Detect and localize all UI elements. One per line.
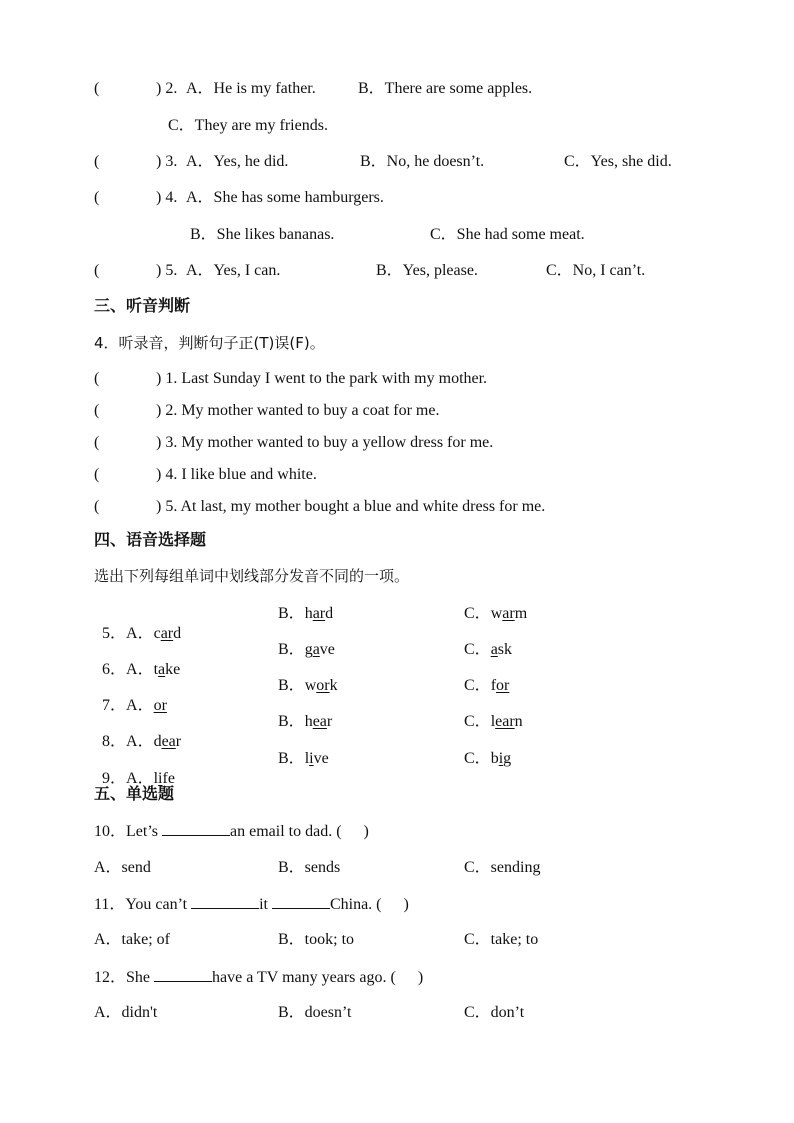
q4-option-a: A．She has some hamburgers. xyxy=(186,189,384,206)
q11-option-c: C．take; to xyxy=(464,931,539,948)
phonics-num: 6． xyxy=(102,661,127,678)
tf-item-1-paren: ( xyxy=(94,370,100,387)
section4-instruction: 选出下列每组单词中划线部分发音不同的一项。 xyxy=(94,567,410,585)
q10-option-a: A．send xyxy=(94,859,151,876)
phonics-num: 5． xyxy=(102,625,127,642)
section3-instruction: 4．听录音，判断句子正(T)误(F)。 xyxy=(94,334,325,352)
q3-number: ) 3. xyxy=(156,153,178,170)
phonics-row-9 xyxy=(94,749,175,789)
tf-item-2-paren: ( xyxy=(94,402,100,419)
phonics-row-6 xyxy=(94,640,180,680)
q11-option-a: A．take; of xyxy=(94,931,170,948)
q3-option-a: A．Yes, he did. xyxy=(186,153,289,170)
q4-option-b: B．She likes bananas. xyxy=(190,226,335,243)
q10-option-c: C．sending xyxy=(464,859,541,876)
q3-paren-open: ( xyxy=(94,153,100,170)
q11-stem: 11．You can’t it China. ( ) xyxy=(94,896,409,913)
tf-item-4-paren: ( xyxy=(94,466,100,483)
phonics-option-b: B．work xyxy=(278,677,338,694)
phonics-option-a: A．life xyxy=(126,770,175,787)
phonics-num: 9． xyxy=(102,770,127,787)
phonics-option-a: A．card xyxy=(126,625,182,642)
q5-number: ) 5. xyxy=(156,262,178,279)
q12-option-a: A．didn't xyxy=(94,1004,158,1021)
phonics-option-c: C．warm xyxy=(464,605,528,622)
q12-option-c: C．don’t xyxy=(464,1004,525,1021)
phonics-option-c: C．ask xyxy=(464,641,513,658)
phonics-option-b: B．hear xyxy=(278,713,333,730)
tf-item-3-paren: ( xyxy=(94,434,100,451)
tf-item-3-text: ) 3. My mother wanted to buy a yellow dress for me. xyxy=(156,434,494,451)
phonics-option-c: C．learn xyxy=(464,713,523,730)
q4-option-c: C．She had some meat. xyxy=(430,226,585,243)
tf-item-5-paren: ( xyxy=(94,498,100,515)
q11-blank-2[interactable] xyxy=(272,894,330,909)
tf-item-2-text: ) 2. My mother wanted to buy a coat for me. xyxy=(156,402,440,419)
phonics-num: 8． xyxy=(102,733,127,750)
q12-option-b: B．doesn’t xyxy=(278,1004,352,1021)
tf-item-1-text: ) 1. Last Sunday I went to the park with my mother. xyxy=(156,370,488,387)
q10-stem: 10．Let’s an email to dad. ( ) xyxy=(94,823,369,840)
q3-option-b: B．No, he doesn’t. xyxy=(360,153,485,170)
section5-heading: 五、单选题 xyxy=(94,784,175,803)
q12-stem: 12．She have a TV many years ago. ( ) xyxy=(94,969,424,986)
section3-heading: 三、听音判断 xyxy=(94,296,191,315)
section4-heading: 四、语音选择题 xyxy=(94,530,207,549)
phonics-option-b: B．live xyxy=(278,750,329,767)
phonics-option-c: C．big xyxy=(464,750,512,767)
phonics-row-7 xyxy=(94,676,167,716)
q5-paren-open: ( xyxy=(94,262,100,279)
q4-paren-open: ( xyxy=(94,189,100,206)
tf-item-4-text: ) 4. I like blue and white. xyxy=(156,466,317,483)
tf-item-5-text: ) 5. At last, my mother bought a blue and white dress for me. xyxy=(156,498,546,515)
phonics-row-5 xyxy=(94,604,181,644)
phonics-option-a: A．take xyxy=(126,661,181,678)
phonics-option-a: A．dear xyxy=(126,733,182,750)
q2-paren-open: ( xyxy=(94,80,100,97)
phonics-row-8 xyxy=(94,712,181,752)
phonics-option-c: C．for xyxy=(464,677,510,694)
phonics-num: 7． xyxy=(102,697,127,714)
q5-option-c: C．No, I can’t. xyxy=(546,262,646,279)
q11-blank-1[interactable] xyxy=(191,894,259,909)
q11-option-b: B．took; to xyxy=(278,931,355,948)
phonics-option-b: B．hard xyxy=(278,605,334,622)
phonics-option-a: A．or xyxy=(126,697,167,714)
phonics-option-b: B．gave xyxy=(278,641,335,658)
q2-option-c: C．They are my friends. xyxy=(168,117,328,134)
q2-option-b: B．There are some apples. xyxy=(358,80,533,97)
q10-option-b: B．sends xyxy=(278,859,341,876)
q5-option-a: A．Yes, I can. xyxy=(186,262,281,279)
q12-blank[interactable] xyxy=(154,967,212,982)
q5-option-b: B．Yes, please. xyxy=(376,262,478,279)
q2-option-a: A．He is my father. xyxy=(186,80,316,97)
q2-number: ) 2. xyxy=(156,80,178,97)
q3-option-c: C．Yes, she did. xyxy=(564,153,672,170)
q10-blank[interactable] xyxy=(162,821,230,836)
q4-number: ) 4. xyxy=(156,189,178,206)
